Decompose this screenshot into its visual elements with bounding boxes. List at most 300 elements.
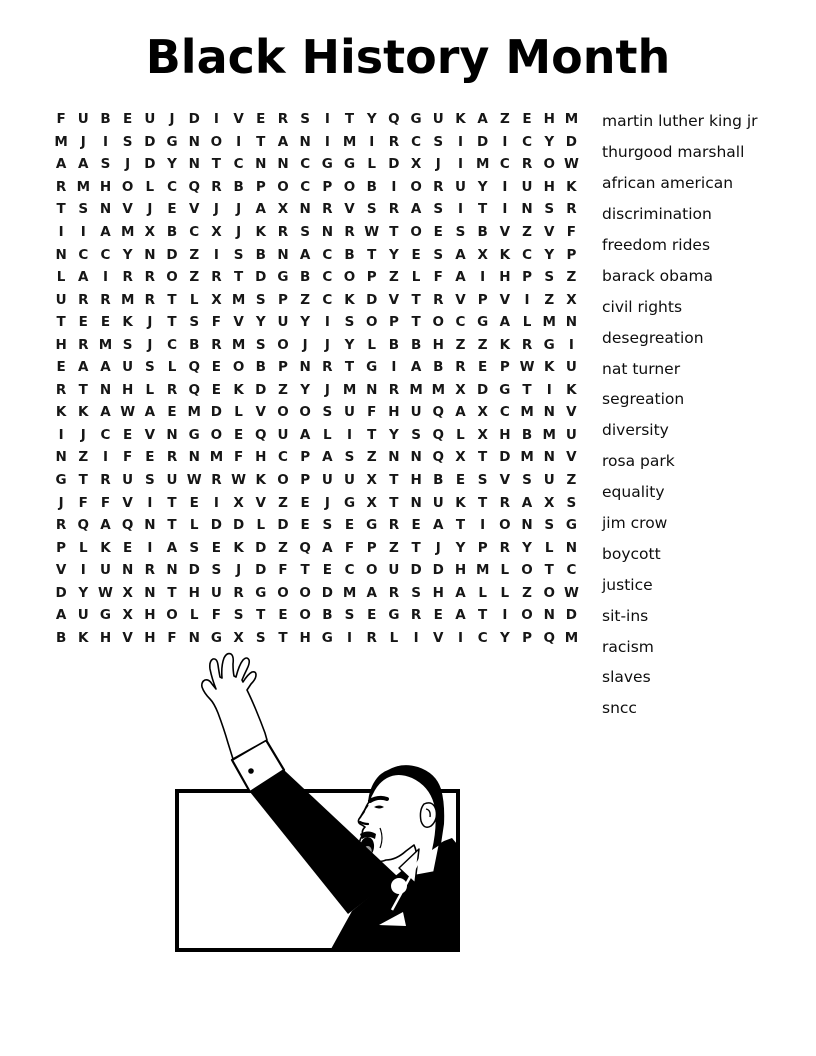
grid-letter: X bbox=[277, 201, 289, 218]
grid-letter: O bbox=[432, 314, 445, 331]
grid-letter: M bbox=[54, 133, 68, 150]
grid-letter: C bbox=[477, 629, 488, 646]
word-list-item: discrimination bbox=[602, 205, 712, 224]
grid-letter: X bbox=[455, 381, 466, 398]
grid-letter: X bbox=[144, 224, 156, 240]
grid-letter: C bbox=[300, 178, 311, 195]
grid-letter: E bbox=[278, 607, 288, 624]
grid-letter: N bbox=[188, 133, 200, 150]
grid-letter: E bbox=[167, 404, 177, 421]
grid-letter: N bbox=[299, 201, 311, 218]
grid-letter: S bbox=[544, 201, 555, 218]
grid-letter: M bbox=[342, 584, 357, 601]
grid-letter: Z bbox=[544, 291, 555, 308]
grid-letter: D bbox=[188, 562, 200, 579]
grid-letter: Y bbox=[300, 314, 311, 331]
grid-letter: P bbox=[278, 359, 288, 376]
grid-letter: Z bbox=[189, 246, 200, 263]
grid-letter: X bbox=[477, 246, 488, 263]
grid-letter: O bbox=[277, 178, 289, 195]
grid-letter: Y bbox=[122, 246, 133, 263]
grid-letter: X bbox=[455, 449, 466, 466]
grid-letter: S bbox=[366, 201, 377, 218]
grid-letter: L bbox=[500, 562, 510, 579]
grid-letter: H bbox=[99, 178, 112, 195]
grid-letter: L bbox=[456, 426, 465, 443]
grid-letter: U bbox=[521, 178, 533, 195]
grid-letter: Z bbox=[366, 449, 377, 466]
grid-letter: I bbox=[502, 607, 508, 624]
grid-letter: H bbox=[543, 111, 555, 128]
grid-letter: E bbox=[123, 539, 133, 556]
grid-letter: T bbox=[389, 224, 399, 240]
grid-letter: H bbox=[55, 336, 67, 353]
grid-letter: U bbox=[410, 404, 422, 421]
grid-letter: K bbox=[255, 224, 267, 240]
grid-letter: K bbox=[566, 381, 577, 398]
grid-letter: D bbox=[144, 156, 156, 173]
grid-letter: I bbox=[546, 381, 552, 398]
grid-letter: J bbox=[147, 314, 153, 331]
grid-letter: T bbox=[478, 607, 488, 624]
grid-letter: T bbox=[411, 291, 421, 308]
grid-letter: D bbox=[477, 381, 489, 398]
grid-letter: T bbox=[233, 269, 244, 286]
grid-letter: S bbox=[344, 607, 355, 624]
grid-letter: R bbox=[277, 224, 289, 240]
grid-letter: T bbox=[522, 381, 532, 398]
grid-letter: A bbox=[100, 224, 111, 240]
grid-letter: B bbox=[521, 426, 533, 443]
grid-letter: N bbox=[410, 494, 422, 511]
grid-letter: V bbox=[233, 314, 244, 331]
grid-letter: Q bbox=[432, 426, 445, 443]
grid-letter: V bbox=[255, 404, 266, 421]
word-list-item: desegreation bbox=[602, 328, 704, 347]
grid-letter: X bbox=[477, 426, 488, 443]
grid-letter: G bbox=[543, 336, 555, 353]
grid-letter: G bbox=[166, 133, 178, 150]
grid-letter: N bbox=[99, 381, 112, 398]
grid-letter: Q bbox=[188, 359, 200, 376]
grid-letter: B bbox=[233, 178, 244, 195]
grid-letter: N bbox=[188, 449, 200, 466]
grid-letter: A bbox=[78, 269, 89, 286]
grid-letter: G bbox=[99, 607, 112, 624]
grid-letter: B bbox=[366, 178, 377, 195]
grid-letter: V bbox=[566, 449, 577, 466]
grid-letter: P bbox=[366, 539, 377, 556]
grid-letter: U bbox=[388, 562, 400, 579]
grid-letter: T bbox=[389, 472, 399, 489]
grid-letter: Z bbox=[522, 224, 532, 240]
grid-letter: Y bbox=[499, 629, 510, 646]
grid-letter: T bbox=[167, 584, 177, 601]
grid-letter: U bbox=[277, 314, 289, 331]
grid-letter: D bbox=[255, 562, 267, 579]
grid-letter: Y bbox=[344, 336, 355, 353]
grid-letter: Q bbox=[188, 178, 200, 195]
grid-letter: B bbox=[433, 359, 444, 376]
grid-letter: L bbox=[189, 607, 199, 624]
grid-letter: E bbox=[123, 111, 133, 128]
grid-letter: B bbox=[255, 246, 266, 263]
grid-letter: Y bbox=[167, 156, 177, 173]
grid-letter: F bbox=[211, 314, 222, 331]
grid-letter: N bbox=[277, 246, 289, 263]
grid-letter: S bbox=[411, 426, 421, 443]
grid-letter: I bbox=[347, 629, 353, 646]
grid-letter: Q bbox=[299, 539, 311, 556]
grid-letter: V bbox=[388, 291, 400, 308]
grid-letter: E bbox=[189, 494, 199, 511]
grid-letter: E bbox=[433, 224, 443, 240]
grid-letter: Q bbox=[255, 426, 267, 443]
grid-letter: S bbox=[566, 494, 577, 511]
grid-letter: A bbox=[455, 607, 466, 624]
grid-letter: J bbox=[80, 133, 86, 150]
grid-letter: O bbox=[543, 156, 555, 173]
grid-letter: H bbox=[410, 472, 422, 489]
grid-letter: L bbox=[56, 269, 66, 286]
grid-letter: H bbox=[188, 584, 200, 601]
grid-letter: B bbox=[55, 629, 67, 646]
grid-letter: I bbox=[480, 269, 486, 286]
grid-letter: E bbox=[433, 607, 443, 624]
grid-letter: S bbox=[144, 359, 155, 376]
grid-letter: N bbox=[299, 133, 311, 150]
grid-letter: A bbox=[166, 539, 178, 556]
grid-letter: K bbox=[543, 359, 555, 376]
grid-letter: M bbox=[564, 111, 579, 128]
grid-letter: M bbox=[120, 224, 135, 240]
grid-letter: H bbox=[255, 449, 267, 466]
grid-letter: D bbox=[366, 291, 378, 308]
grid-letter: I bbox=[457, 201, 463, 218]
grid-letter: R bbox=[521, 336, 533, 353]
grid-letter: I bbox=[324, 133, 330, 150]
word-list-item: slaves bbox=[602, 668, 651, 687]
grid-letter: N bbox=[277, 156, 289, 173]
grid-letter: V bbox=[543, 224, 555, 240]
grid-letter: R bbox=[55, 381, 67, 398]
grid-letter: R bbox=[211, 178, 222, 195]
grid-letter: R bbox=[366, 629, 377, 646]
grid-letter: A bbox=[299, 246, 311, 263]
grid-letter: R bbox=[100, 291, 111, 308]
grid-letter: L bbox=[234, 404, 243, 421]
grid-letter: I bbox=[102, 449, 108, 466]
grid-letter: R bbox=[344, 224, 355, 240]
grid-letter: U bbox=[277, 426, 289, 443]
grid-letter: B bbox=[100, 111, 111, 128]
grid-letter: Z bbox=[477, 336, 488, 353]
grid-letter: K bbox=[499, 246, 511, 263]
grid-letter: N bbox=[255, 156, 267, 173]
grid-letter: T bbox=[478, 201, 488, 218]
word-list-item: sncc bbox=[602, 699, 637, 718]
grid-letter: B bbox=[344, 246, 355, 263]
grid-letter: J bbox=[435, 539, 441, 556]
grid-letter: M bbox=[120, 291, 135, 308]
grid-letter: O bbox=[499, 517, 511, 534]
grid-letter: R bbox=[322, 201, 333, 218]
grid-letter: D bbox=[255, 269, 267, 286]
grid-letter: I bbox=[480, 517, 486, 534]
grid-letter: S bbox=[411, 584, 421, 601]
grid-letter: A bbox=[78, 156, 89, 173]
grid-letter: E bbox=[256, 111, 266, 128]
grid-letter: I bbox=[391, 178, 397, 195]
grid-letter: V bbox=[499, 291, 511, 308]
grid-letter: S bbox=[433, 246, 444, 263]
grid-letter: N bbox=[521, 201, 533, 218]
grid-letter: M bbox=[520, 449, 534, 466]
grid-letter: D bbox=[166, 246, 178, 263]
grid-letter: Z bbox=[499, 111, 510, 128]
grid-letter: R bbox=[122, 269, 133, 286]
grid-letter: Y bbox=[366, 111, 377, 128]
grid-letter: A bbox=[477, 111, 488, 128]
grid-letter: T bbox=[211, 156, 222, 173]
grid-letter: P bbox=[255, 178, 266, 195]
grid-letter: R bbox=[455, 359, 466, 376]
grid-letter: R bbox=[410, 607, 422, 624]
grid-letter: Q bbox=[121, 517, 134, 534]
grid-letter: G bbox=[388, 607, 400, 624]
grid-letter: P bbox=[477, 539, 488, 556]
grid-letter: C bbox=[344, 562, 355, 579]
grid-letter: X bbox=[544, 494, 555, 511]
grid-letter: X bbox=[233, 494, 244, 511]
grid-letter: T bbox=[167, 291, 177, 308]
grid-letter: A bbox=[410, 201, 422, 218]
grid-letter: E bbox=[211, 539, 222, 556]
grid-letter: R bbox=[388, 133, 400, 150]
word-list bbox=[602, 106, 758, 724]
grid-letter: L bbox=[478, 584, 487, 601]
grid-letter: T bbox=[411, 539, 421, 556]
grid-letter: K bbox=[566, 178, 577, 195]
grid-letter: D bbox=[477, 133, 489, 150]
grid-letter: I bbox=[80, 224, 86, 240]
grid-letter: I bbox=[502, 178, 508, 195]
grid-letter: P bbox=[388, 314, 399, 331]
word-list-item: boycott bbox=[602, 544, 661, 563]
grid-letter: T bbox=[56, 201, 66, 218]
grid-letter: D bbox=[388, 156, 400, 173]
grid-letter: F bbox=[100, 494, 111, 511]
grid-letter: M bbox=[475, 562, 490, 579]
grid-letter: N bbox=[521, 517, 533, 534]
grid-letter: R bbox=[499, 494, 511, 511]
grid-letter: C bbox=[278, 449, 288, 466]
grid-letter: M bbox=[475, 156, 490, 173]
grid-letter: K bbox=[78, 404, 89, 421]
grid-letter: H bbox=[144, 629, 156, 646]
grid-letter: I bbox=[324, 111, 330, 128]
grid-letter: N bbox=[144, 584, 156, 601]
grid-letter: Z bbox=[389, 269, 399, 286]
word-list-item: freedom rides bbox=[602, 236, 711, 254]
grid-letter: T bbox=[167, 494, 177, 511]
grid-letter: R bbox=[166, 449, 178, 466]
grid-letter: O bbox=[166, 607, 178, 624]
grid-letter: S bbox=[344, 314, 355, 331]
grid-letter: B bbox=[433, 472, 444, 489]
grid-letter: V bbox=[344, 201, 355, 218]
grid-letter: T bbox=[278, 629, 288, 646]
grid-letter: L bbox=[389, 629, 399, 646]
grid-letter: X bbox=[366, 494, 377, 511]
grid-letter: P bbox=[278, 291, 288, 308]
grid-letter: V bbox=[144, 426, 156, 443]
grid-letter: T bbox=[78, 472, 88, 489]
grid-letter: T bbox=[455, 517, 466, 534]
grid-letter: X bbox=[566, 291, 577, 308]
grid-letter: T bbox=[367, 246, 377, 263]
grid-letter: T bbox=[411, 314, 421, 331]
grid-letter: J bbox=[435, 156, 441, 173]
grid-letter: U bbox=[144, 111, 156, 128]
grid-letter: N bbox=[366, 381, 378, 398]
grid-letter: C bbox=[100, 426, 111, 443]
grid-letter: E bbox=[78, 314, 88, 331]
grid-letter: J bbox=[58, 494, 64, 511]
grid-letter: O bbox=[543, 584, 555, 601]
grid-letter: O bbox=[121, 178, 134, 195]
grid-letter: S bbox=[122, 133, 133, 150]
grid-letter: O bbox=[365, 562, 378, 579]
word-list-item: equality bbox=[602, 483, 665, 502]
grid-letter: Z bbox=[278, 539, 288, 556]
grid-letter: U bbox=[344, 472, 356, 489]
grid-letter: A bbox=[100, 359, 111, 376]
grid-letter: R bbox=[144, 269, 156, 286]
grid-letter: Y bbox=[78, 584, 89, 601]
grid-letter: G bbox=[499, 381, 511, 398]
grid-letter: R bbox=[211, 472, 222, 489]
grid-letter: H bbox=[299, 629, 311, 646]
grid-letter: U bbox=[122, 472, 134, 489]
grid-letter: R bbox=[78, 336, 89, 353]
grid-letter: J bbox=[302, 336, 308, 353]
grid-letter: H bbox=[122, 381, 134, 398]
grid-letter: M bbox=[342, 133, 357, 150]
grid-letter: T bbox=[478, 494, 488, 511]
grid-letter: K bbox=[55, 404, 67, 421]
grid-letter: I bbox=[369, 133, 375, 150]
grid-letter: N bbox=[410, 449, 422, 466]
grid-letter: Y bbox=[477, 178, 488, 195]
grid-letter: Z bbox=[522, 584, 532, 601]
grid-letter: I bbox=[213, 111, 219, 128]
grid-letter: P bbox=[300, 472, 311, 489]
grid-letter: H bbox=[499, 269, 511, 286]
grid-letter: Q bbox=[188, 381, 200, 398]
grid-letter: N bbox=[122, 562, 134, 579]
grid-letter: O bbox=[299, 584, 311, 601]
grid-letter: E bbox=[322, 562, 332, 579]
grid-letter: U bbox=[55, 291, 67, 308]
grid-letter: F bbox=[167, 629, 177, 646]
grid-letter: M bbox=[187, 404, 201, 421]
grid-letter: U bbox=[210, 584, 222, 601]
grid-letter: M bbox=[342, 381, 357, 398]
grid-letter: E bbox=[455, 472, 466, 489]
grid-letter: R bbox=[211, 336, 222, 353]
grid-letter: S bbox=[300, 111, 311, 128]
grid-letter: O bbox=[521, 562, 533, 579]
grid-letter: L bbox=[167, 359, 177, 376]
grid-letter: R bbox=[144, 291, 156, 308]
grid-letter: M bbox=[409, 381, 423, 398]
grid-letter: S bbox=[522, 472, 532, 489]
grid-letter: D bbox=[255, 539, 267, 556]
grid-letter: Q bbox=[432, 404, 445, 421]
grid-letter: N bbox=[565, 314, 578, 331]
grid-letter: H bbox=[144, 607, 156, 624]
grid-letter: A bbox=[455, 584, 466, 601]
grid-letter: F bbox=[566, 224, 577, 240]
grid-letter: V bbox=[433, 629, 444, 646]
grid-letter: E bbox=[211, 381, 222, 398]
grid-letter: L bbox=[522, 314, 532, 331]
grid-letter: O bbox=[277, 584, 289, 601]
grid-letter: Q bbox=[432, 449, 445, 466]
word-list-item: justice bbox=[602, 575, 653, 594]
grid-letter: U bbox=[321, 472, 333, 489]
grid-letter: B bbox=[189, 336, 200, 353]
grid-letter: C bbox=[78, 246, 89, 263]
grid-letter: T bbox=[367, 426, 377, 443]
word-list-item: sit-ins bbox=[602, 606, 649, 625]
word-list-item: jim crow bbox=[602, 514, 668, 533]
grid-letter: O bbox=[210, 133, 223, 150]
grid-letter: A bbox=[277, 133, 289, 150]
word-list-item: segreation bbox=[602, 390, 685, 409]
grid-letter: D bbox=[432, 562, 444, 579]
grid-letter: F bbox=[211, 607, 222, 624]
grid-letter: R bbox=[100, 472, 111, 489]
grid-letter: S bbox=[433, 201, 444, 218]
grid-letter: K bbox=[344, 291, 355, 308]
grid-letter: M bbox=[431, 381, 445, 398]
grid-letter: L bbox=[367, 336, 377, 353]
grid-letter: K bbox=[100, 539, 111, 556]
grid-letter: R bbox=[55, 517, 67, 534]
grid-letter: U bbox=[166, 472, 178, 489]
grid-letter: M bbox=[542, 426, 556, 443]
grid-letter: J bbox=[147, 201, 153, 218]
grid-letter: R bbox=[144, 562, 156, 579]
grid-letter: L bbox=[189, 291, 199, 308]
grid-letter: N bbox=[55, 246, 67, 263]
grid-letter: P bbox=[56, 539, 67, 556]
grid-letter: N bbox=[144, 246, 156, 263]
grid-letter: O bbox=[232, 359, 245, 376]
grid-letter: S bbox=[477, 472, 488, 489]
grid-letter: C bbox=[411, 133, 422, 150]
grid-letter: Y bbox=[255, 314, 266, 331]
word-list-item: civil rights bbox=[602, 297, 683, 316]
word-list-item: rosa park bbox=[602, 452, 675, 471]
grid-letter: G bbox=[321, 629, 333, 646]
grid-letter: L bbox=[145, 381, 155, 398]
grid-letter: S bbox=[100, 156, 111, 173]
grid-letter: C bbox=[233, 156, 244, 173]
grid-letter: D bbox=[55, 584, 67, 601]
